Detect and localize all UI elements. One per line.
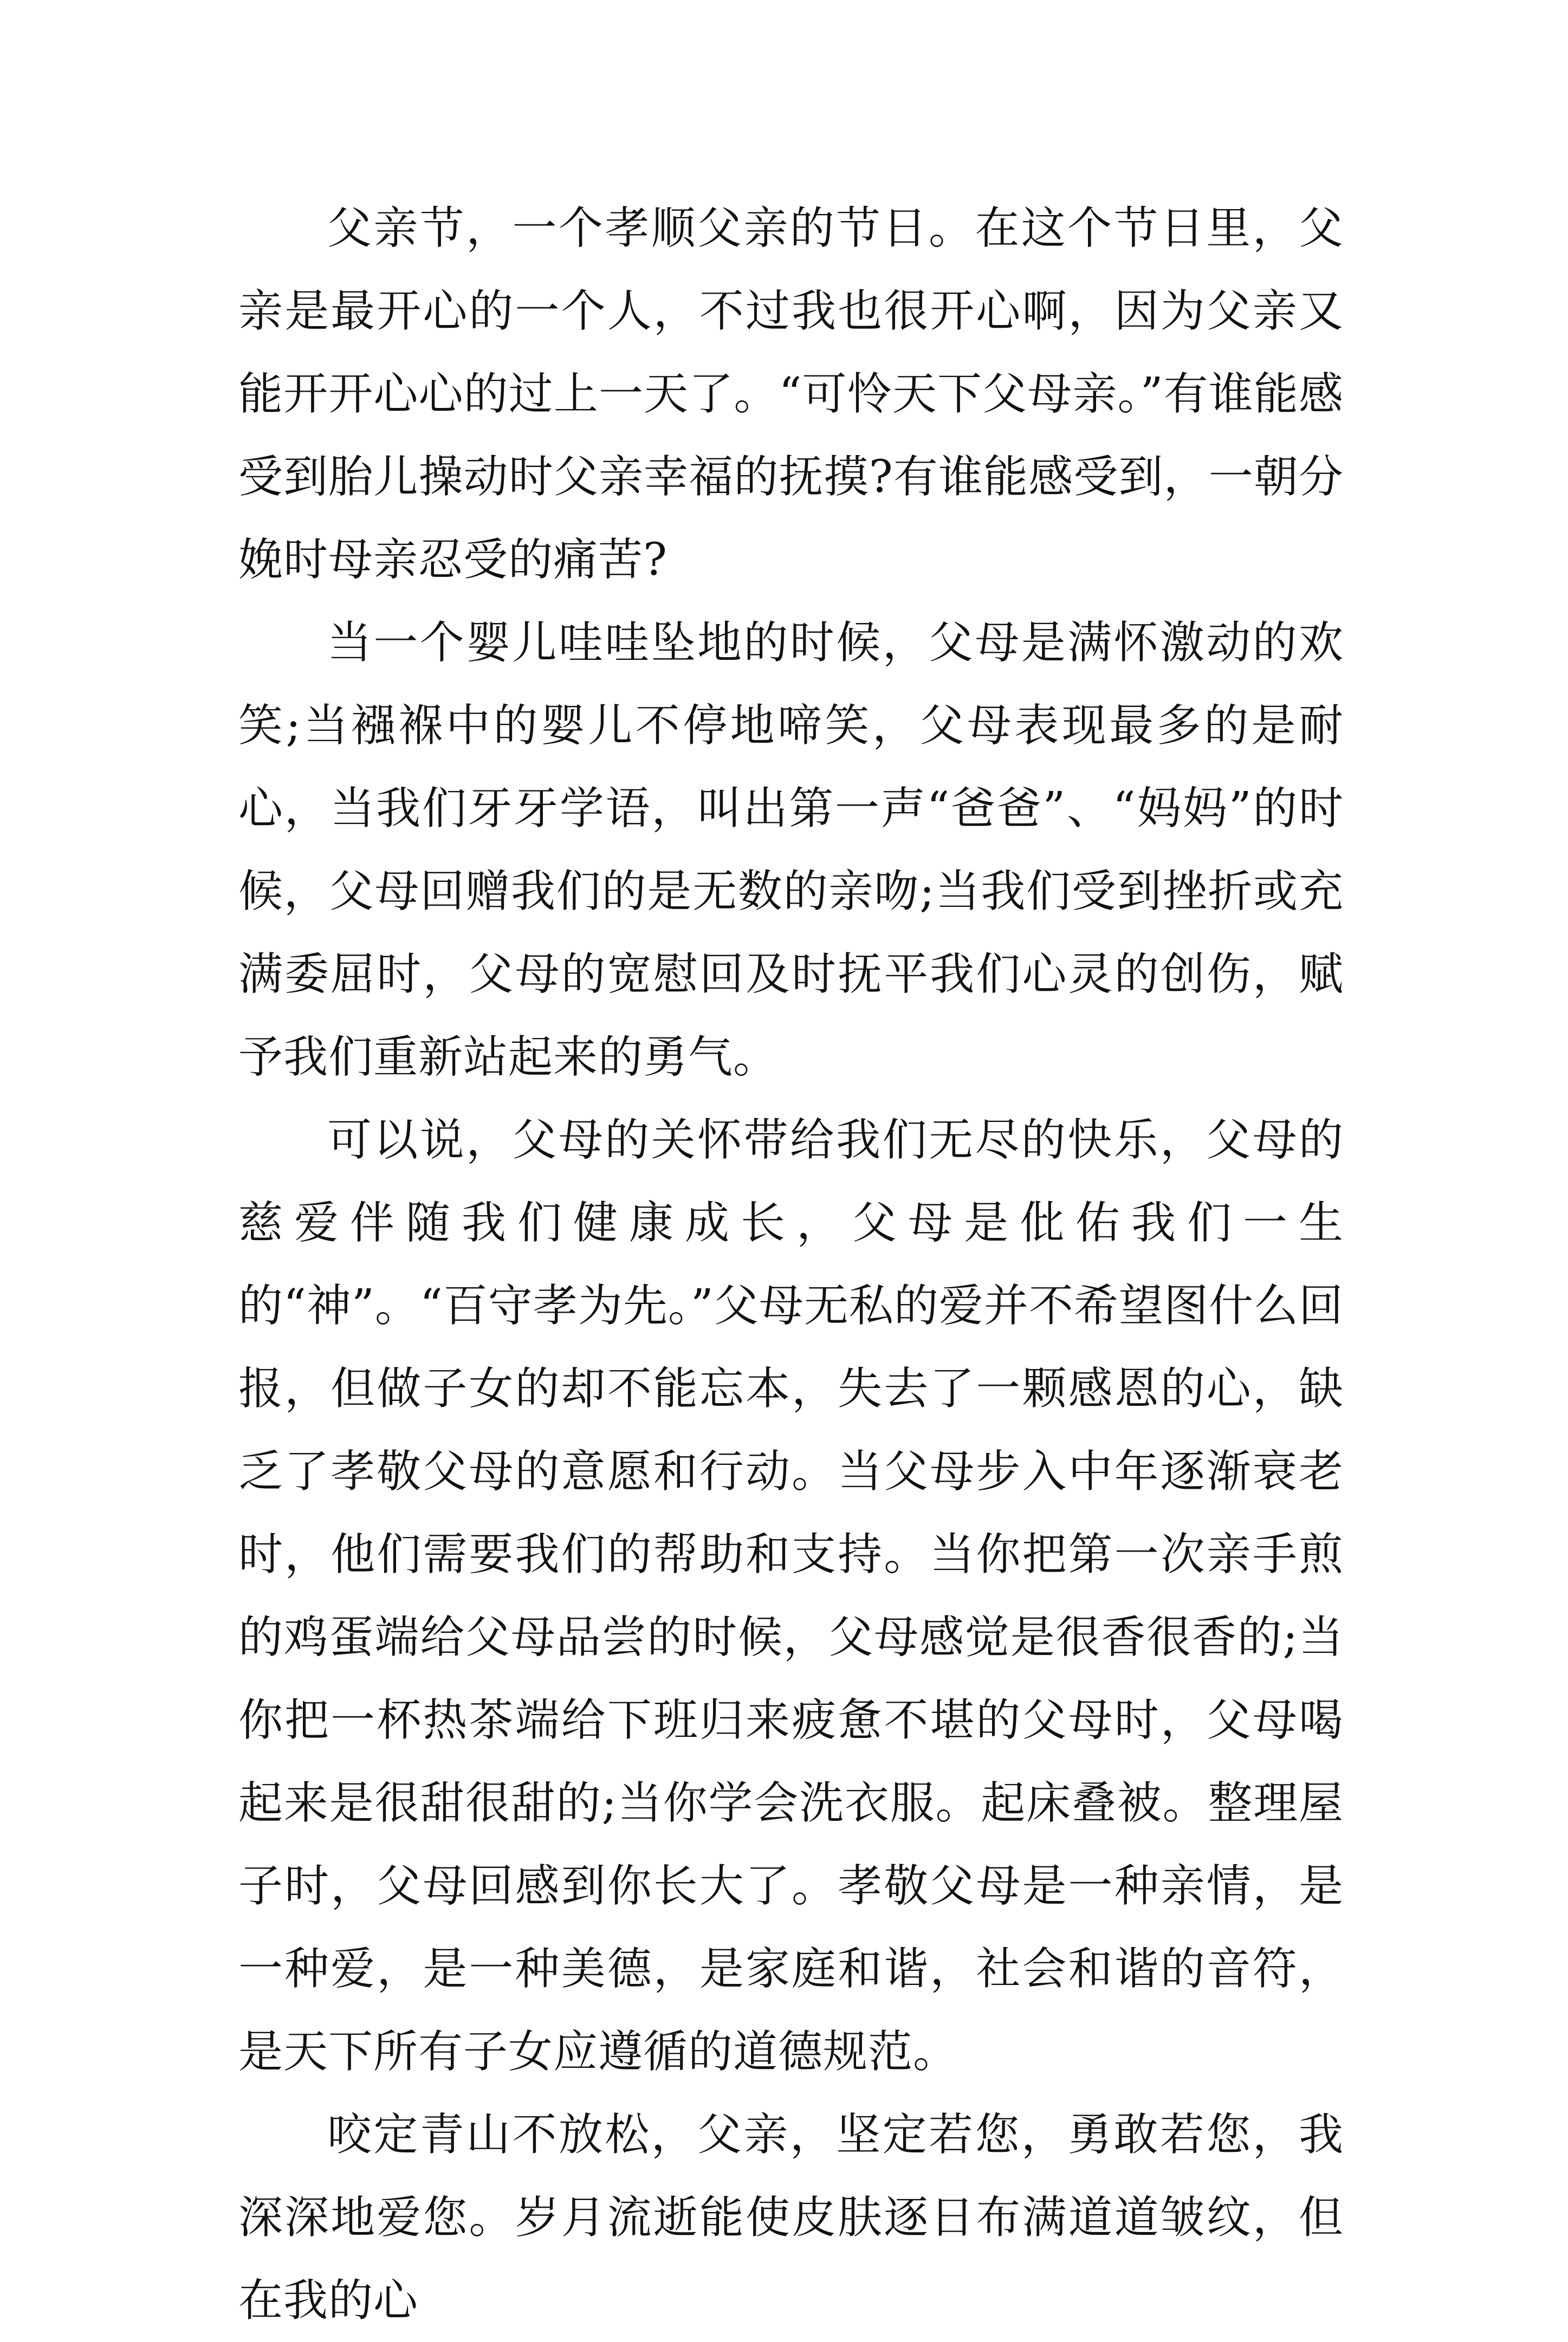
paragraph-4: 咬定青山不放松，父亲，坚定若您，勇敢若您，我深深地爱您。岁月流逝能使皮肤逐日布满道道皱纹，但在我的心: [238, 2109, 1344, 2326]
paragraph-1: 父亲节，一个孝顺父亲的节日。在这个节日里，父亲是最开心的一个人，不过我也很开心啊，因为父亲又能开开心心的过上一天了。“可怜天下父母亲。”有谁能感受到胎儿操动时父亲幸福的抚摸?有谁能感受到，一朝分娩时母亲忍受的痛苦?: [238, 203, 1344, 586]
paragraph-2: 当一个婴儿哇哇坠地的时候，父母是满怀激动的欢笑;当襁褓中的婴儿不停地啼笑，父母表现最多的是耐心，当我们牙牙学语，叫出第一声“爸爸”、“妈妈”的时候，父母回赠我们的是无数的亲吻;当我们受到挫折或充满委屈时，父母的宽慰回及时抚平我们心灵的创伤，赋予我们重新站起来的勇气。: [238, 617, 1344, 1083]
document-body: [238, 187, 1344, 2342]
paragraph-3: 可以说，父母的关怀带给我们无尽的快乐，父母的慈爱伴随我们健康成长，父母是仳佑我们一生的“神”。“百守孝为先。”父母无私的爱并不希望图什么回报，但做子女的却不能忘本，失去了一颗感恩的心，缺乏了孝敬父母的意愿和行动。当父母步入中年逐渐衰老时，他们需要我们的帮助和支持。当你把第一次亲手煎的鸡蛋端给父母品尝的时候，父母感觉是很香很香的;当你把一杯热茶端给下班归来疲惫不堪的父母时，父母喝起来是很甜很甜的;当你学会洗衣服。起床叠被。整理屋子时，父母回感到你长大了。孝敬父母是一种亲情，是一种爱，是一种美德，是家庭和谐，社会和谐的音符，是天下所有子女应遵循的道德规范。: [238, 1114, 1344, 2078]
